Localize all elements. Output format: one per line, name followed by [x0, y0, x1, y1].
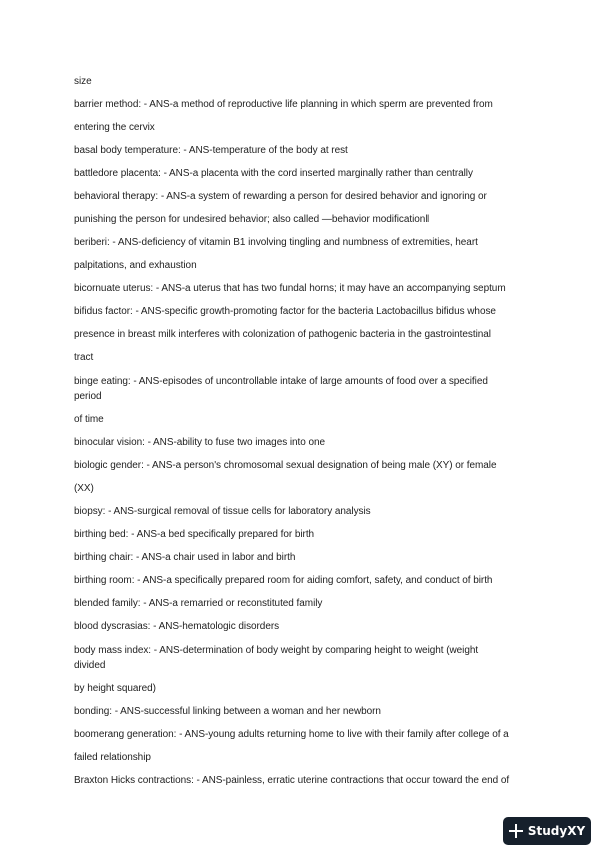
text-line: body mass index: - ANS-determination of body weight by comparing height to weight (weight — [74, 645, 479, 656]
text-line: birthing room: - ANS-a specifically prepared room for aiding comfort, safety, and conduct of birth — [74, 575, 493, 586]
plus-icon — [509, 824, 523, 838]
text-line: basal body temperature: - ANS-temperature of the body at rest — [74, 145, 348, 156]
text-line: boomerang generation: - ANS-young adults returning home to live with their family after college of a — [74, 729, 509, 740]
text-line: birthing bed: - ANS-a bed specifically prepared for birth — [74, 529, 315, 540]
text-line: birthing chair: - ANS-a chair used in labor and birth — [74, 552, 296, 563]
text-line: size — [74, 76, 92, 87]
text-line: of time — [74, 414, 104, 425]
text-line: failed relationship — [74, 752, 151, 763]
studyxy-badge[interactable] — [503, 817, 591, 845]
text-line: tract — [74, 352, 94, 363]
text-line: bifidus factor: - ANS-specific growth-promoting factor for the bacteria Lactobacillus bifidus whose — [74, 306, 496, 317]
text-line: blended family: - ANS-a remarried or reconstituted family — [74, 598, 323, 609]
text-line: biologic gender: - ANS-a person's chromosomal sexual designation of being male (XY) or female — [74, 460, 497, 471]
text-line: bonding: - ANS-successful linking between a woman and her newborn — [74, 706, 381, 717]
text-line: behavioral therapy: - ANS-a system of rewarding a person for desired behavior and ignoring or — [74, 191, 487, 202]
text-line: biopsy: - ANS-surgical removal of tissue cells for laboratory analysis — [74, 506, 371, 517]
text-line: by height squared) — [74, 683, 156, 694]
text-line: beriberi: - ANS-deficiency of vitamin B1 involving tingling and numbness of extremities, heart — [74, 237, 478, 248]
text-line: barrier method: - ANS-a method of reproductive life planning in which sperm are prevented from — [74, 99, 493, 110]
text-line: blood dyscrasias: - ANS-hematologic disorders — [74, 621, 280, 632]
text-line: palpitations, and exhaustion — [74, 260, 197, 271]
text-line: entering the cervix — [74, 122, 155, 133]
text-line: bicornuate uterus: - ANS-a uterus that has two fundal horns; it may have an accompanying septum — [74, 283, 506, 294]
text-line: presence in breast milk interferes with colonization of pathogenic bacteria in the gastrointestinal — [74, 329, 491, 340]
text-line: Braxton Hicks contractions: - ANS-painless, erratic uterine contractions that occur toward the end of — [74, 775, 510, 786]
studyxy-logo-text: StudyXY — [527, 824, 586, 838]
text-line: binge eating: - ANS-episodes of uncontrollable intake of large amounts of food over a specified — [74, 376, 488, 387]
text-line: divided — [74, 660, 106, 671]
text-line: battledore placenta: - ANS-a placenta with the cord inserted marginally rather than centrally — [74, 168, 473, 179]
text-line: punishing the person for undesired behavior; also called —behavior modification‖ — [74, 214, 430, 225]
text-line: binocular vision: - ANS-ability to fuse two images into one — [74, 437, 326, 448]
text-line: period — [74, 391, 102, 402]
text-line: (XX) — [74, 483, 94, 494]
